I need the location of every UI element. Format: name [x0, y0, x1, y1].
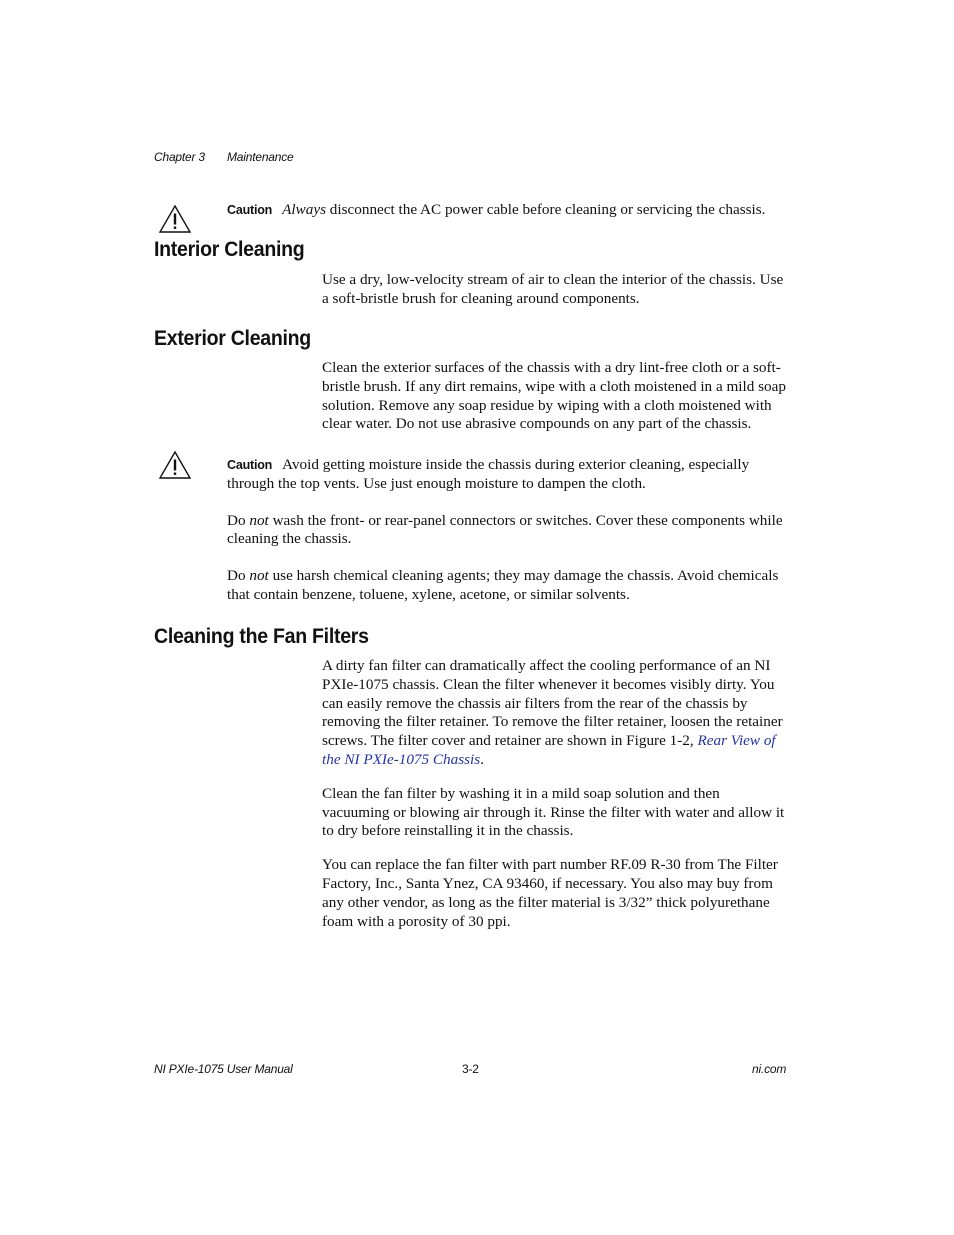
interior-text: Use a dry, low-velocity stream of air to clean the interior of the chassis. Use a soft-bristle brush for cleaning around components. — [322, 271, 784, 307]
caution-text: Avoid getting moisture inside the chassis during exterior cleaning, especially through the top vents. Use just enough moisture to dampen the cloth. — [227, 456, 750, 492]
text-run: wash the front- or rear-panel connectors or switches. Cover these components while cleaning the chassis. — [227, 511, 783, 548]
caution-warning-icon — [158, 450, 192, 480]
running-head-section: Maintenance — [227, 150, 294, 164]
caution-warning-icon — [158, 204, 192, 234]
text-run: use harsh chemical cleaning agents; they may damage the chassis. Avoid chemicals that contain benzene, toluene, xylene, acetone, or similar solvents. — [227, 567, 779, 603]
fan-paragraph-1 — [322, 657, 788, 770]
emphasis: not — [249, 511, 269, 529]
figure-link[interactable]: Rear View of the NI PXIe-1075 Chassis — [322, 732, 776, 768]
caution-block — [227, 456, 789, 605]
text-run: A dirty fan filter can dramatically affect the cooling performance of an NI PXIe-1075 chassis. Clean the filter whenever it becomes visibly dirty. You can easily remove the chassis air filters from the rear of the chassis by removing the filter retainer. To remove the filter retainer, loosen the retainer screws. The filter cover and retainer are shown in Figure 1-2, — [322, 657, 783, 750]
caution-note — [227, 201, 797, 220]
fan-paragraph-2: Clean the fan filter by washing it in a mild soap solution and then vacuuming or blowing air through it. Rinse the filter with water and allow it to dry before reinstalling it in the chassis. — [322, 784, 785, 840]
text-run: Do — [227, 567, 250, 585]
text-run: . — [480, 750, 484, 768]
fan-filters-section — [322, 657, 788, 931]
caution-connectors-paragraph — [227, 512, 789, 550]
footer-manual-title: NI PXIe-1075 User Manual — [154, 1062, 293, 1076]
fan-paragraph-3: You can replace the fan filter with part number RF.09 R-30 from The Filter Factory, Inc., Santa Ynez, CA 93460, if necessary. You also may buy from any other vendor, as long as the filter material is 3/32” thick polyurethane foam with a porosity of 30 ppi. — [322, 856, 778, 930]
caution-paragraph — [227, 456, 789, 494]
caution-label: Caution — [227, 203, 273, 217]
running-head-chapter: Chapter 3 — [154, 150, 205, 164]
exterior-text: Clean the exterior surfaces of the chassis with a dry lint-free cloth or a soft-bristle brush. If any dirt remains, wipe with a cloth moistened in a mild soap solution. Remove any soap residue by wiping with a cloth moistened with clear water. Do not use abrasive compounds on any part of the chassis. — [322, 359, 786, 433]
interior-cleaning-paragraph — [322, 271, 786, 309]
emphasis: not — [249, 567, 269, 585]
caution-text: disconnect the AC power cable before cleaning or servicing the chassis. — [326, 201, 766, 218]
caution-label: Caution — [227, 458, 273, 472]
caution-emphasis: Always — [282, 201, 326, 218]
footer-website: ni.com — [752, 1062, 787, 1076]
caution-chemicals-paragraph — [227, 567, 789, 605]
text-run: Do — [227, 511, 250, 529]
footer-page-number: 3-2 — [462, 1062, 479, 1076]
heading-interior-cleaning: Interior Cleaning — [154, 238, 305, 261]
exterior-cleaning-paragraph — [322, 359, 788, 434]
heading-exterior-cleaning: Exterior Cleaning — [154, 327, 311, 350]
heading-cleaning-fan-filters: Cleaning the Fan Filters — [154, 625, 369, 648]
